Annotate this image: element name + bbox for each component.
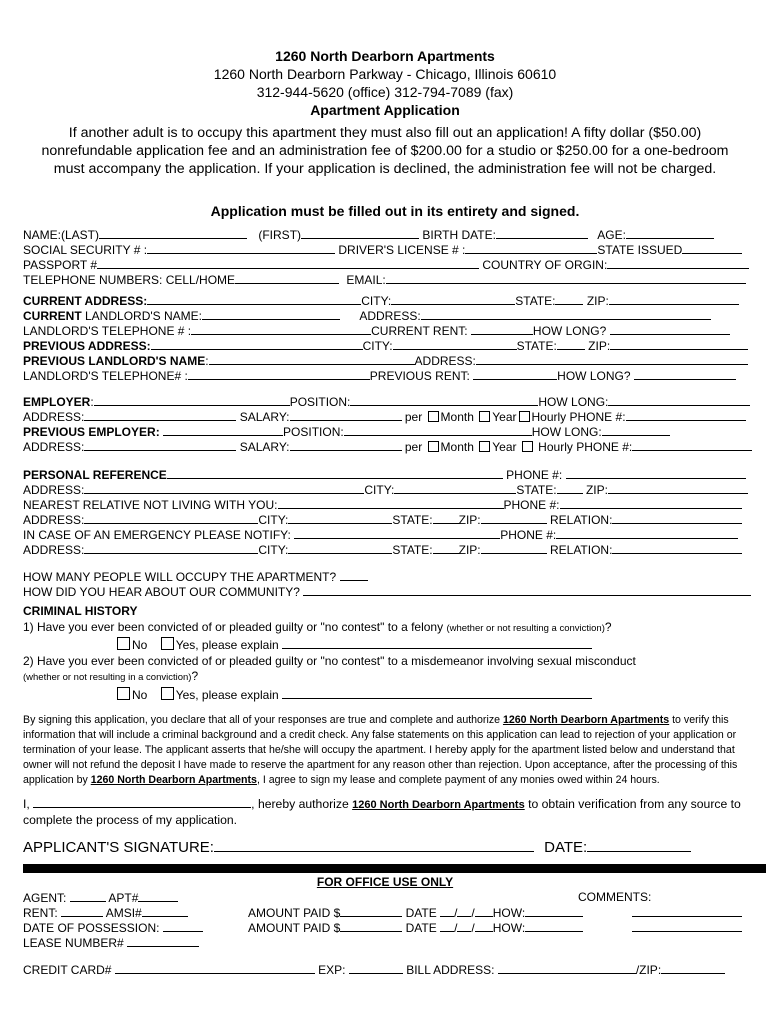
q2-answer-row <box>115 687 592 702</box>
prev-employer-address-row <box>23 439 752 454</box>
emergency-field[interactable] <box>294 527 500 539</box>
label-month: Month <box>440 410 474 424</box>
label-comments: COMMENTS: <box>578 890 652 904</box>
q2-end: ? <box>191 669 199 683</box>
previous-address-field[interactable] <box>151 338 363 350</box>
how-long-field[interactable] <box>610 323 730 335</box>
emergency-address-row <box>23 542 742 557</box>
city-field[interactable] <box>391 293 515 305</box>
relative-row <box>23 497 742 512</box>
label-relative: NEAREST RELATIVE NOT LIVING WITH YOU: <box>23 498 278 512</box>
drivers-license-field[interactable] <box>465 242 597 254</box>
rent-field[interactable] <box>61 905 103 917</box>
signature-row <box>23 838 691 856</box>
label-rel-address: ADDRESS: <box>23 513 85 527</box>
prev-employer-row <box>23 424 670 439</box>
label-prev-landlord: PREVIOUS LANDLORD'S NAME <box>23 354 206 368</box>
label-rel-relation: RELATION: <box>549 513 613 527</box>
label-ref-zip: ZIP: <box>585 483 608 497</box>
lease-field[interactable] <box>127 935 199 947</box>
label-hourly-phone: Hourly PHONE #: <box>531 410 626 424</box>
prev-zip-field[interactable] <box>610 338 748 350</box>
label-age: AGE: <box>597 228 626 242</box>
birth-date-field[interactable] <box>496 227 588 239</box>
rel-city-field[interactable] <box>288 512 392 524</box>
prev-landlord-row: PREVIOUS LANDLORD'S NAME: ADDRESS: <box>23 353 748 368</box>
bill-address-field[interactable] <box>498 962 636 974</box>
label-year: Year <box>492 410 517 424</box>
label-birth-date: BIRTH DATE: <box>422 228 496 242</box>
prev-landlord-address-field[interactable] <box>476 353 748 365</box>
q1-explain-field[interactable] <box>282 637 592 649</box>
label-possession: DATE OF POSSESSION: <box>23 921 160 935</box>
label-last-name: NAME:(LAST) <box>23 228 100 242</box>
rel-zip-field[interactable] <box>481 512 547 524</box>
label-emp-how-long: HOW LONG: <box>538 395 609 409</box>
label-prev-state: STATE: <box>516 339 557 353</box>
label-prev-emp-how-long: HOW LONG: <box>531 425 602 439</box>
auth-part1: , hereby authorize <box>251 797 353 811</box>
label-relative-phone: PHONE #: <box>503 498 560 512</box>
label-em-zip: ZIP: <box>458 543 481 557</box>
emp-phone-field[interactable] <box>626 409 746 421</box>
authorization-paragraph <box>23 796 748 828</box>
comments-line-2 <box>632 920 742 935</box>
label-rel-state: STATE: <box>392 513 433 527</box>
relative-field[interactable] <box>278 497 504 509</box>
rel-address-field[interactable] <box>84 512 258 524</box>
label-rent: RENT: <box>23 906 58 920</box>
prev-how-long-field[interactable] <box>634 368 736 380</box>
q2-yes-label: Yes, please explain <box>175 688 279 702</box>
label-amount-paid-1: AMOUNT PAID $ <box>248 906 341 920</box>
em-state-field[interactable] <box>433 542 459 554</box>
prev-emp-phone-field[interactable] <box>632 439 752 451</box>
auth-company: 1260 North Dearborn Apartments <box>352 799 525 811</box>
q1-no-label: No <box>132 638 148 652</box>
prev-city-field[interactable] <box>393 338 517 350</box>
previous-address-row <box>23 338 748 353</box>
form-title: 1260 North Dearborn Apartments <box>275 48 495 64</box>
label-how-long: HOW LONG? <box>532 324 607 338</box>
q2-no-checkbox[interactable] <box>117 687 130 700</box>
auth-name-field[interactable] <box>33 796 251 808</box>
em-relation-field[interactable] <box>612 542 742 554</box>
label-ssn: SOCIAL SECURITY # : <box>23 243 148 257</box>
state-issued-field[interactable] <box>682 242 742 254</box>
hourly-checkbox[interactable] <box>519 411 530 422</box>
label-ref-state: STATE: <box>516 483 557 497</box>
q1-yes-label: Yes, please explain <box>175 638 279 652</box>
label-em-address: ADDRESS: <box>23 543 85 557</box>
label-emergency-phone: PHONE #: <box>500 528 557 542</box>
label-emp-address: ADDRESS: <box>23 410 85 424</box>
date-1-year[interactable] <box>475 905 493 917</box>
relative-phone-field[interactable] <box>560 497 742 509</box>
prev-salary-field[interactable] <box>290 439 402 451</box>
date-2-year[interactable] <box>475 920 493 932</box>
label-current-address: CURRENT ADDRESS: <box>23 294 148 308</box>
amount-paid-2-field[interactable] <box>340 920 402 932</box>
personal-reference-field[interactable] <box>167 467 503 479</box>
label-em-relation: RELATION: <box>549 543 613 557</box>
label-em-state: STATE: <box>392 543 433 557</box>
prev-landlord-phone-field[interactable] <box>188 368 370 380</box>
label-landlord-phone: LANDLORD'S TELEPHONE # : <box>23 324 192 338</box>
criminal-q1 <box>23 620 612 636</box>
label-rel-zip: ZIP: <box>458 513 481 527</box>
amount-paid-row-2: AMOUNT PAID $ DATE / / HOW: <box>248 920 583 935</box>
label-exp: EXP: <box>318 963 346 977</box>
rel-relation-field[interactable] <box>612 512 742 524</box>
employer-row: EMPLOYER: POSITION: HOW LONG: <box>23 394 750 409</box>
label-signature-date: DATE: <box>544 839 588 856</box>
emp-address-field[interactable] <box>84 409 236 421</box>
office-possession-row <box>23 920 203 935</box>
comments-field-2[interactable] <box>632 920 742 932</box>
ref-city-field[interactable] <box>394 482 516 494</box>
agreement-part1: By signing this application, you declare that all of your responses are true and complete and authorize <box>23 714 503 726</box>
label-passport: PASSPORT # <box>23 258 98 272</box>
amsi-field[interactable] <box>142 905 188 917</box>
month-checkbox[interactable] <box>428 411 439 422</box>
prev-hourly-checkbox[interactable] <box>522 441 533 452</box>
office-lease-row <box>23 935 199 950</box>
emergency-phone-field[interactable] <box>556 527 738 539</box>
label-amsi: AMSI# <box>105 906 142 920</box>
first-name-field[interactable] <box>301 227 419 239</box>
label-amount-paid-2: AMOUNT PAID $ <box>248 921 341 935</box>
label-prev-year: Year <box>492 440 517 454</box>
criminal-q2-note-row <box>23 669 198 685</box>
label-prev-zip: ZIP: <box>588 339 611 353</box>
label-emergency: IN CASE OF AN EMERGENCY PLEASE NOTIFY: <box>23 528 291 542</box>
label-country: COUNTRY OF ORGIN: <box>482 258 608 272</box>
label-current-rent: CURRENT RENT: <box>371 324 468 338</box>
ref-zip-field[interactable] <box>608 482 748 494</box>
how-1-field[interactable] <box>525 905 583 917</box>
landlord-address-field[interactable] <box>421 308 711 320</box>
em-zip-field[interactable] <box>481 542 547 554</box>
label-em-city: CITY: <box>258 543 289 557</box>
office-divider-bar <box>23 864 766 873</box>
label-office-date-2: DATE <box>405 921 437 935</box>
reference-address-row <box>23 482 748 497</box>
label-phone-numbers: TELEPHONE NUMBERS: CELL/HOME <box>23 273 236 287</box>
label-prev-hourly-phone: Hourly PHONE #: <box>534 440 633 454</box>
label-landlord-name: LANDLORD'S NAME: <box>81 309 202 323</box>
age-field[interactable] <box>626 227 714 239</box>
q2-explain-field[interactable] <box>282 687 592 699</box>
intro-text: If another adult is to occupy this apartment they must also fill out an application! A fifty dollar ($50.00) nonrefundable application fee and an administration fee of $200.00 for a studio or $250.00 for a one-bedroom must accompany the application. If your application is declined, the administration fee will not be charged. <box>41 125 729 177</box>
email-field[interactable] <box>386 272 746 284</box>
label-bill-zip: /ZIP: <box>635 963 662 977</box>
passport-row <box>23 257 749 272</box>
prev-landlord-phone-row <box>23 368 736 383</box>
label-prev-landlord-phone: LANDLORD'S TELEPHONE# : <box>23 369 188 383</box>
ssn-field[interactable] <box>147 242 335 254</box>
label-position: POSITION: <box>289 395 351 409</box>
q1-yes-checkbox[interactable] <box>161 637 174 650</box>
completion-notice: Application must be filled out in its entirety and signed. <box>210 203 580 219</box>
agreement-part3: , I agree to sign my lease and complete payment of any monies owed within 24 hours. <box>256 774 660 786</box>
ref-state-field[interactable] <box>557 482 583 494</box>
label-prev-how-long: HOW LONG? <box>557 369 631 383</box>
property-phones: 312-944-5620 (office) 312-794-7089 (fax) <box>256 84 514 100</box>
name-row <box>23 227 714 242</box>
label-prev-salary: SALARY: <box>239 440 290 454</box>
q1-no-checkbox[interactable] <box>117 637 130 650</box>
occupants-row <box>23 569 368 584</box>
emergency-row <box>23 527 738 542</box>
comments-line-1 <box>632 905 742 920</box>
current-landlord-row <box>23 308 711 323</box>
auth-part2: to obtain verification from any source to complete the process of my application. <box>23 797 741 827</box>
country-field[interactable] <box>607 257 749 269</box>
heard-row <box>23 584 751 599</box>
agreement-company-2: 1260 North Dearborn Apartments <box>90 774 257 786</box>
prev-rent-field[interactable] <box>473 368 557 380</box>
label-state: STATE: <box>515 294 556 308</box>
prev-state-field[interactable] <box>557 338 585 350</box>
label-lease: LEASE NUMBER# <box>23 936 124 950</box>
label-previous-address: PREVIOUS ADDRESS: <box>23 339 151 353</box>
property-address: 1260 North Dearborn Parkway - Chicago, Illinois 60610 <box>213 66 557 82</box>
label-ref-address: ADDRESS: <box>23 483 85 497</box>
amount-paid-1-field[interactable] <box>340 905 402 917</box>
label-salary: SALARY: <box>239 410 290 424</box>
exp-field[interactable] <box>349 962 403 974</box>
prev-emp-how-long-field[interactable] <box>602 424 670 436</box>
landlord-phone-field[interactable] <box>191 323 371 335</box>
prev-position-field[interactable] <box>344 424 532 436</box>
date-2-month[interactable] <box>440 920 454 932</box>
label-apt: APT# <box>108 891 139 905</box>
apt-field[interactable] <box>138 890 178 902</box>
credit-card-row <box>23 962 725 977</box>
label-office-date-1: DATE <box>405 906 437 920</box>
form-subtitle: Apartment Application <box>310 102 460 118</box>
possession-field[interactable] <box>163 920 203 932</box>
agreement-company-1: 1260 North Dearborn Apartments <box>502 714 670 726</box>
ref-address-field[interactable] <box>84 482 364 494</box>
signature-field[interactable] <box>214 838 534 852</box>
label-prev-month: Month <box>440 440 474 454</box>
label-bill-address: BILL ADDRESS: <box>406 963 495 977</box>
label-prev-emp-address: ADDRESS: <box>23 440 85 454</box>
office-use-title: FOR OFFICE USE ONLY <box>316 875 454 889</box>
label-current-word: CURRENT <box>23 309 82 323</box>
credit-card-field[interactable] <box>115 962 315 974</box>
agent-field[interactable] <box>70 890 106 902</box>
passport-field[interactable] <box>97 257 479 269</box>
salary-field[interactable] <box>290 409 402 421</box>
label-first-name: (FIRST) <box>258 228 302 242</box>
agreement-paragraph <box>23 713 748 788</box>
bill-zip-field[interactable] <box>661 962 725 974</box>
label-ref-city: CITY: <box>364 483 395 497</box>
label-per: per <box>404 410 423 424</box>
label-personal-reference: PERSONAL REFERENCE <box>23 468 167 482</box>
position-field[interactable] <box>350 394 538 406</box>
phone-row <box>23 272 746 287</box>
label-how-2: HOW: <box>492 921 526 935</box>
prev-employer-field[interactable] <box>163 424 283 436</box>
label-ref-phone: PHONE #: <box>506 468 563 482</box>
em-address-field[interactable] <box>84 542 258 554</box>
office-rent-row <box>23 905 188 920</box>
label-occupants: HOW MANY PEOPLE WILL OCCUPY THE APARTMENT? <box>23 570 337 584</box>
emp-how-long-field[interactable] <box>608 394 750 406</box>
date-1-day[interactable] <box>457 905 471 917</box>
label-agent: AGENT: <box>23 891 67 905</box>
label-email: EMAIL: <box>346 273 386 287</box>
ssn-row <box>23 242 742 257</box>
label-prev-per: per <box>404 440 423 454</box>
em-city-field[interactable] <box>288 542 392 554</box>
label-zip: ZIP: <box>586 294 609 308</box>
label-state-issued: STATE ISSUED <box>597 243 683 257</box>
label-city: CITY: <box>361 294 392 308</box>
heard-field[interactable] <box>303 584 751 596</box>
q2-yes-checkbox[interactable] <box>161 687 174 700</box>
prev-month-checkbox[interactable] <box>428 441 439 452</box>
amount-paid-row-1: AMOUNT PAID $ DATE / / HOW: <box>248 905 583 920</box>
employer-address-row <box>23 409 746 424</box>
label-prev-position: POSITION: <box>283 425 344 439</box>
label-how-1: HOW: <box>492 906 526 920</box>
personal-reference-row <box>23 467 746 482</box>
prev-emp-address-field[interactable] <box>84 439 236 451</box>
relative-address-row <box>23 512 742 527</box>
current-rent-field[interactable] <box>471 323 533 335</box>
label-prev-rent: PREVIOUS RENT: <box>369 369 470 383</box>
phone-field[interactable] <box>235 272 339 284</box>
label-landlord-address: ADDRESS: <box>359 309 421 323</box>
prev-year-checkbox[interactable] <box>479 441 490 452</box>
label-drivers-license: DRIVER'S LICENSE # : <box>338 243 466 257</box>
state-field[interactable] <box>555 293 583 305</box>
how-2-field[interactable] <box>525 920 583 932</box>
year-checkbox[interactable] <box>479 411 490 422</box>
label-prev-city: CITY: <box>362 339 393 353</box>
q2-no-label: No <box>132 688 148 702</box>
zip-field[interactable] <box>609 293 739 305</box>
ref-phone-field[interactable] <box>566 467 746 479</box>
date-1-month[interactable] <box>440 905 454 917</box>
occupants-field[interactable] <box>340 569 368 581</box>
label-prev-landlord-address: ADDRESS: <box>414 354 476 368</box>
current-address-field[interactable] <box>147 293 361 305</box>
label-credit-card: CREDIT CARD# <box>23 963 112 977</box>
agreement-part2: to verify this information that will include a criminal background and a credit check. Any false statements on this application can lead to rejection of your application or termination of your lease. The applicant asserts that he/she will occupy the apartment. I hereby apply for the apartment listed below and understand that owner will not refund the deposit I have made to reserve the apartment for any reason other than rejection. Upon acceptance, after the processing of this application by <box>23 714 738 786</box>
landlord-name-field[interactable] <box>202 308 340 320</box>
employer-field[interactable] <box>94 394 290 406</box>
q1-end: ? <box>604 620 612 634</box>
q1-answer-row <box>115 637 592 652</box>
office-agent-row <box>23 890 178 905</box>
q2-note: (whether or not resulting in a conviction) <box>23 672 192 683</box>
label-signature: APPLICANT'S SIGNATURE: <box>23 839 214 856</box>
q1-note: (whether or not resulting a conviction) <box>446 623 605 634</box>
label-rel-city: CITY: <box>258 513 289 527</box>
q1-text: 1) Have you ever been convicted of or pleaded guilty or "no contest" to a felony <box>23 620 447 634</box>
signature-date-field[interactable] <box>587 838 691 852</box>
label-employer: EMPLOYER <box>23 395 91 409</box>
label-prev-employer: PREVIOUS EMPLOYER: <box>23 425 160 439</box>
prev-landlord-field[interactable] <box>209 353 415 365</box>
landlord-phone-row <box>23 323 730 338</box>
criminal-title: CRIMINAL HISTORY <box>23 604 138 618</box>
auth-i: I, <box>23 797 30 811</box>
criminal-q2: 2) Have you ever been convicted of or pleaded guilty or "no contest" to a misdemeanor involving sexual misconduct <box>23 654 636 668</box>
comments-field-1[interactable] <box>632 905 742 917</box>
rel-state-field[interactable] <box>433 512 459 524</box>
last-name-field[interactable] <box>99 227 247 239</box>
date-2-day[interactable] <box>457 920 471 932</box>
label-heard: HOW DID YOU HEAR ABOUT OUR COMMUNITY? <box>23 585 300 599</box>
current-address-row <box>23 293 739 308</box>
